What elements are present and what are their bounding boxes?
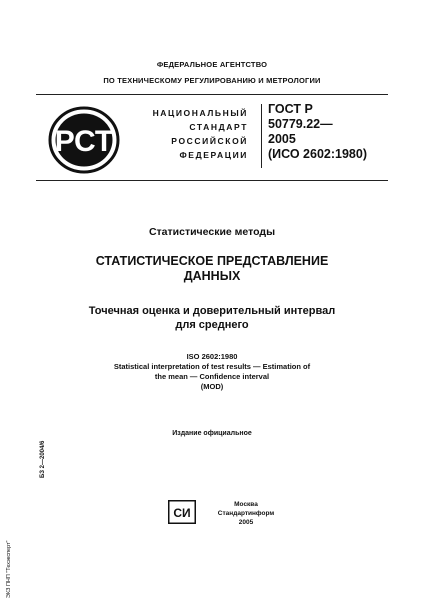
rst-logo [48, 104, 120, 176]
standard-label-line: НАЦИОНАЛЬНЫЙ [152, 108, 248, 118]
subtitle-line: Точечная оценка и доверительный интервал [88, 305, 336, 317]
iso-title-line: the mean — Confidence interval [154, 372, 270, 381]
rst-logo-text: РСТ [54, 125, 114, 158]
series-title: Статистические методы [148, 226, 276, 238]
standard-label-line: СТАНДАРТ [189, 122, 248, 132]
agency-subtitle: ПО ТЕХНИЧЕСКОМУ РЕГУЛИРОВАНИЮ И МЕТРОЛОГИИ [103, 76, 321, 85]
title-divider [36, 180, 388, 181]
designation-line: ГОСТ Р [268, 102, 313, 116]
publisher-year: 2005 [238, 519, 254, 526]
iso-number: ISO 2602:1980 [186, 352, 238, 361]
designation-line: 50779.22— [268, 117, 333, 131]
agency-name: ФЕДЕРАЛЬНОЕ АГЕНТСТВО [156, 60, 268, 69]
subtitle-line: для среднего [175, 319, 249, 331]
iso-title-line: Statistical interpretation of test results — Estimation of [113, 362, 311, 371]
designation-divider [261, 104, 262, 168]
publisher-name: Стандартинформ [217, 510, 275, 517]
side-code: БЗ 2—2004/6 [40, 440, 46, 478]
publisher-logo-text: СИ [173, 506, 191, 520]
main-title-line: СТАТИСТИЧЕСКОЕ ПРЕДСТАВЛЕНИЕ [95, 254, 329, 268]
standard-label-line: ФЕДЕРАЦИИ [179, 150, 248, 160]
designation-line: (ИСО 2602:1980) [268, 147, 367, 161]
standard-label [140, 106, 248, 162]
subtitle [40, 304, 384, 332]
publisher-logo [168, 500, 196, 524]
designation-line: 2005 [268, 132, 296, 146]
side-watermark: ЭКЗ ПНП "Техэксперт" [6, 540, 12, 598]
edition-label: Издание официальное [172, 430, 252, 437]
header-divider [36, 94, 388, 95]
main-title-line: ДАННЫХ [183, 269, 241, 283]
publisher-info [206, 500, 286, 527]
main-title [40, 254, 384, 284]
publisher-city: Москва [234, 501, 258, 508]
iso-title-line: (MOD) [200, 382, 224, 391]
standard-label-line: РОССИЙСКОЙ [171, 136, 248, 146]
standard-designation [268, 102, 367, 162]
iso-reference [40, 352, 384, 392]
